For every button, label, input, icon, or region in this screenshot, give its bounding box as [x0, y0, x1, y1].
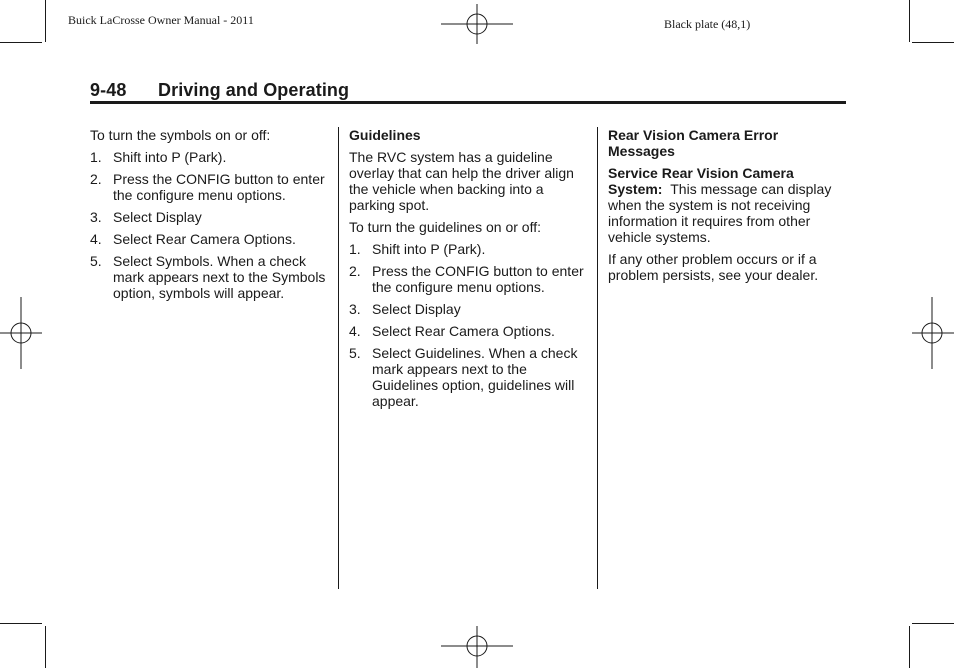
list-item: 4. Select Rear Camera Options. — [349, 323, 555, 339]
crop-mark-br-h — [912, 623, 954, 624]
header-rule — [90, 101, 846, 104]
column-3 — [608, 127, 846, 289]
crop-mark-tl-v — [45, 0, 46, 42]
dealer-note: If any other problem occurs or if a problem persists, see your dealer. — [608, 251, 819, 283]
column-1 — [90, 127, 326, 307]
list-item: 3. Select Display — [349, 301, 461, 317]
guidelines-steps — [349, 241, 589, 409]
registration-mark-top-icon — [441, 4, 513, 44]
list-item: 2. Press the CONFIG button to enter the configure menu options. — [90, 171, 325, 203]
crop-mark-bl-v — [45, 626, 46, 668]
running-header-title: Buick LaCrosse Owner Manual - 2011 — [68, 13, 254, 27]
guidelines-heading: Guidelines — [349, 127, 421, 143]
page-number: 9-48 — [90, 80, 127, 100]
list-item: 5. Select Guidelines. When a check mark appears next to the Guidelines option, guidelines will appear. — [349, 345, 578, 409]
message-text: This message can display when the system is not receiving information it requires from other vehicle systems. — [608, 181, 832, 245]
running-header-plate: Black plate (48,1) — [664, 17, 751, 31]
crop-mark-br-v — [909, 626, 910, 668]
guidelines-intro: To turn the guidelines on or off: — [349, 219, 541, 235]
registration-mark-bottom-icon — [441, 626, 513, 668]
symbols-steps — [90, 149, 326, 301]
list-item: 5. Select Symbols. When a check mark appears next to the Symbols option, symbols will appear. — [90, 253, 326, 301]
registration-mark-left-icon — [0, 297, 42, 369]
list-item: 1. Shift into P (Park). — [90, 149, 227, 165]
crop-mark-bl-h — [0, 623, 42, 624]
section-title: Driving and Operating — [158, 80, 350, 100]
list-item: 1. Shift into P (Park). — [349, 241, 486, 257]
crop-mark-tr-v — [909, 0, 910, 42]
symbols-intro: To turn the symbols on or off: — [90, 127, 271, 143]
crop-mark-tr-h — [912, 42, 954, 43]
section-header — [90, 80, 846, 101]
guidelines-description: The RVC system has a guideline overlay that can help the driver align the vehicle when backing into a parking spot. — [349, 149, 574, 213]
error-messages-heading: Rear Vision Camera Error Messages — [608, 127, 779, 159]
column-2 — [349, 127, 589, 415]
crop-mark-tl-h — [0, 42, 42, 43]
column-divider-2 — [597, 127, 598, 589]
column-divider-1 — [338, 127, 339, 589]
list-item: 4. Select Rear Camera Options. — [90, 231, 296, 247]
list-item: 3. Select Display — [90, 209, 202, 225]
registration-mark-right-icon — [912, 297, 954, 369]
message-title: Service Rear Vision Camera System: — [608, 165, 794, 197]
list-item: 2. Press the CONFIG button to enter the configure menu options. — [349, 263, 584, 295]
service-camera-message — [608, 165, 846, 245]
